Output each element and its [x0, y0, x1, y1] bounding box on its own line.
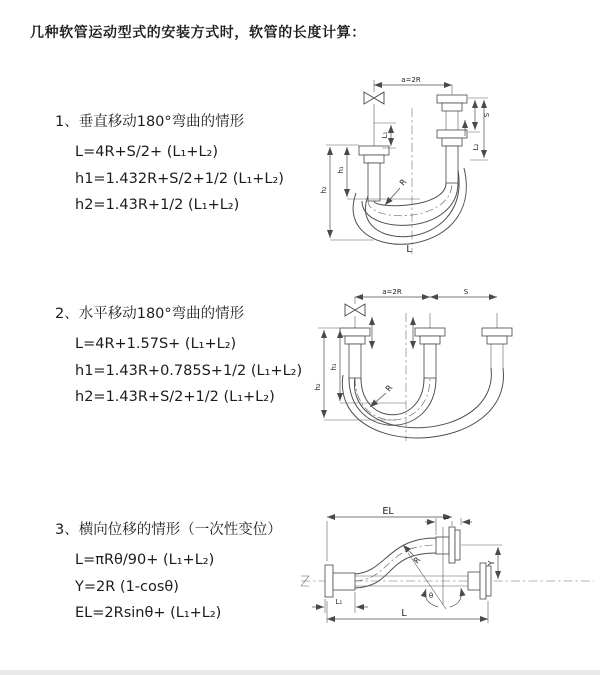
dim-label-h1: h₁ — [330, 363, 338, 371]
dim-label-stroke: S — [483, 112, 491, 118]
bend-radius-label: R — [397, 177, 409, 188]
angle-label: θ — [428, 592, 434, 600]
right-flange — [468, 563, 491, 599]
right-flange-lower — [437, 130, 467, 146]
dim-label-length: L — [406, 244, 412, 255]
dim-label-fitting-right: L₂ — [472, 143, 480, 151]
braided-hose-section — [424, 344, 436, 378]
section-heading: 2、水平移动180°弯曲的情形 — [55, 306, 245, 322]
valve-icon — [345, 297, 365, 328]
page-bottom-divider — [0, 670, 600, 675]
right-flange — [482, 328, 512, 344]
left-flange — [340, 328, 370, 344]
dim-label-length: L — [401, 608, 407, 619]
dim-fitting-left — [312, 592, 368, 613]
right-flange-upper — [437, 95, 467, 111]
page-title: 几种软管运动型式的安装方式时，软管的长度计算： — [30, 25, 366, 41]
right-pipe — [446, 111, 458, 130]
dim-label-fitting-top: L₂ — [442, 513, 450, 521]
braided-hose-section — [349, 344, 361, 378]
dim-label-y: Y — [487, 560, 496, 566]
left-flange — [359, 146, 389, 163]
bend-radius-callout — [370, 383, 395, 407]
formula-h1: h1=1.43R+0.785S+1/2 (L₁+L₂) — [75, 362, 303, 379]
dim-label-el: EL — [382, 506, 394, 517]
section-lateral-displacement — [55, 518, 330, 627]
dim-width — [374, 76, 452, 94]
dim-label-width: a=2R — [401, 76, 421, 84]
formula-h2: h2=1.43R+1/2 (L₁+L₂) — [75, 197, 240, 213]
diagram-lateral-displacement — [298, 503, 598, 633]
diagram-vertical-180-bend — [312, 68, 512, 263]
dim-label-fitting-left: L₁ — [335, 598, 343, 606]
dim-fitting-left — [374, 123, 396, 148]
section-heading: 3、横向位移的情形（一次性变位） — [55, 522, 282, 538]
formula-y: Y=2R (1-cosθ) — [75, 578, 179, 595]
dim-width — [355, 288, 497, 297]
dim-label-h1: h₁ — [337, 166, 345, 174]
section-vertical-movement — [55, 110, 330, 219]
formula-h2: h2=1.43R+S/2+1/2 (L₁+L₂) — [75, 389, 275, 405]
dim-label-h2: h₂ — [314, 383, 322, 391]
hose-s-curve — [355, 538, 436, 588]
right-pipe — [491, 344, 503, 369]
bend-radius-label: R — [383, 383, 395, 394]
middle-flange — [415, 328, 445, 344]
formula-h1: h1=1.432R+S/2+1/2 (L₁+L₂) — [75, 170, 284, 187]
diagram-horizontal-180-bend — [306, 283, 521, 458]
braided-hose-section — [446, 146, 458, 183]
dim-label-width: a=2R — [382, 288, 402, 296]
dim-label-stroke: S — [463, 288, 469, 296]
left-flange — [325, 565, 355, 597]
braided-hose-section — [368, 163, 380, 201]
bend-radius-label: R — [411, 555, 423, 566]
formula-length: L=4R+1.57S+ (L₁+L₂) — [75, 336, 237, 352]
formula-length: L=4R+S/2+ (L₁+L₂) — [75, 144, 218, 160]
dim-stroke — [465, 98, 491, 160]
formula-el: EL=2Rsinθ+ (L₁+L₂) — [75, 605, 222, 621]
fitting-dim-arrows — [372, 317, 413, 349]
section-heading: 1、垂直移动180°弯曲的情形 — [55, 114, 245, 130]
dim-fitting-top — [425, 513, 472, 535]
bend-radius-callout — [385, 177, 409, 205]
dim-label-fitting-left: L₁ — [381, 131, 389, 139]
section-horizontal-movement — [55, 302, 330, 411]
formula-length: L=πRθ/90+ (L₁+L₂) — [75, 552, 215, 568]
dim-length — [327, 601, 488, 623]
dim-label-h2: h₂ — [320, 186, 328, 194]
top-flange — [436, 527, 460, 563]
